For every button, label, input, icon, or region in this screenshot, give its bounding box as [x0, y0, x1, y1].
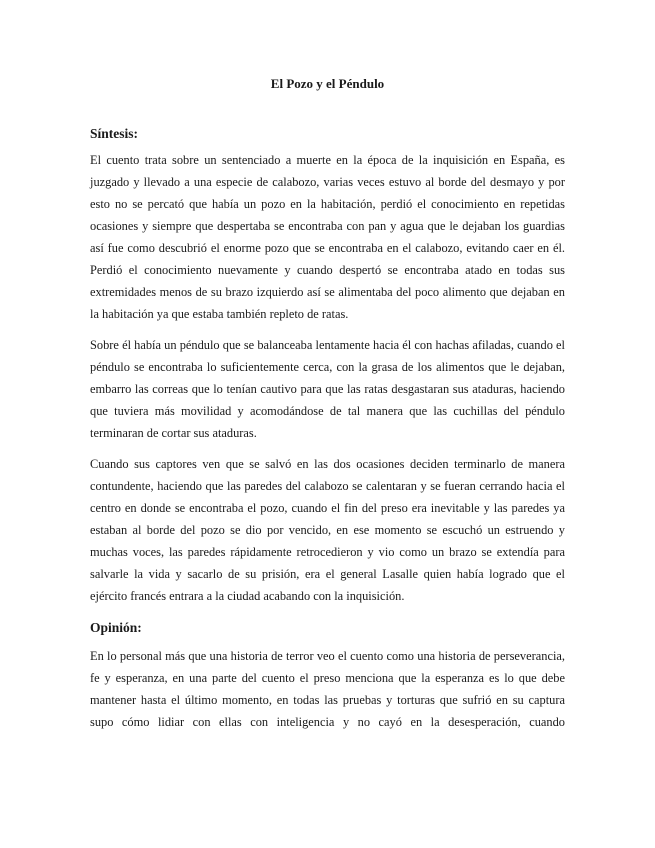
section-heading-opinion: Opinión: [90, 620, 142, 635]
paragraph-sintesis-1: El cuento trata sobre un sentenciado a muerte en la época de la inquisición en España, es juzgado y llevado a una especie de calabozo, varias veces estuvo al borde del desmayo y por esto no se percató que había un pozo en la habitación, perdió el conocimiento en repetidas ocasiones y siempre que despertaba se encontraba con pan y agua que le dejaban los guardias así fue como descubrió el enorme pozo que se encontraba en el calabozo, evitando caer en él. Perdió el conocimiento nuevamente y cuando despertó se encontraba atado en todas sus extremidades menos de su brazo izquierdo así se alimentaba del poco alimento que dejaban en la habitación ya que estaba también repleto de ratas. [90, 153, 565, 321]
section-heading-sintesis: Síntesis: [90, 126, 139, 141]
paragraph-sintesis-2: Sobre él había un péndulo que se balanceaba lentamente hacia él con hachas afiladas, cuando el péndulo se encontraba lo suficientemente cerca, con la grasa de los alimentos que le dejaban, embarro las correas que lo tenían cautivo para que las ratas desgastaran sus ataduras, haciendo que tuviera más movilidad y acomodándose de tal manera que las cuchillas del péndulo terminaran de cortar sus ataduras. [90, 338, 565, 440]
paragraph-sintesis-3: Cuando sus captores ven que se salvó en las dos ocasiones deciden terminarlo de manera contundente, haciendo que las paredes del calabozo se calentaran y se fueran cerrando hacia el centro en donde se encontraba el pozo, cuando el fin del preso era inevitable y las paredes ya estaban al borde del pozo se dio por vencido, en ese momento se escuchó un estruendo y muchas voces, las paredes rápidamente retrocedieron y vio como un brazo se extendía para salvarle la vida y sacarlo de su prisión, era el general Lasalle quien había logrado que el ejército francés entrara a la ciudad acabando con la inquisición. [90, 457, 565, 603]
document-body [90, 76, 565, 733]
document-title: El Pozo y el Péndulo [270, 76, 385, 91]
paragraph-opinion-1: En lo personal más que una historia de terror veo el cuento como una historia de perseverancia, fe y esperanza, en una parte del cuento el preso menciona que la esperanza es lo que debe mantener hasta el último momento, en todas las pruebas y torturas que sufrió en su captura supo cómo lidiar con ellas con inteligencia y no cayó en la desesperación, cuando [90, 649, 565, 729]
